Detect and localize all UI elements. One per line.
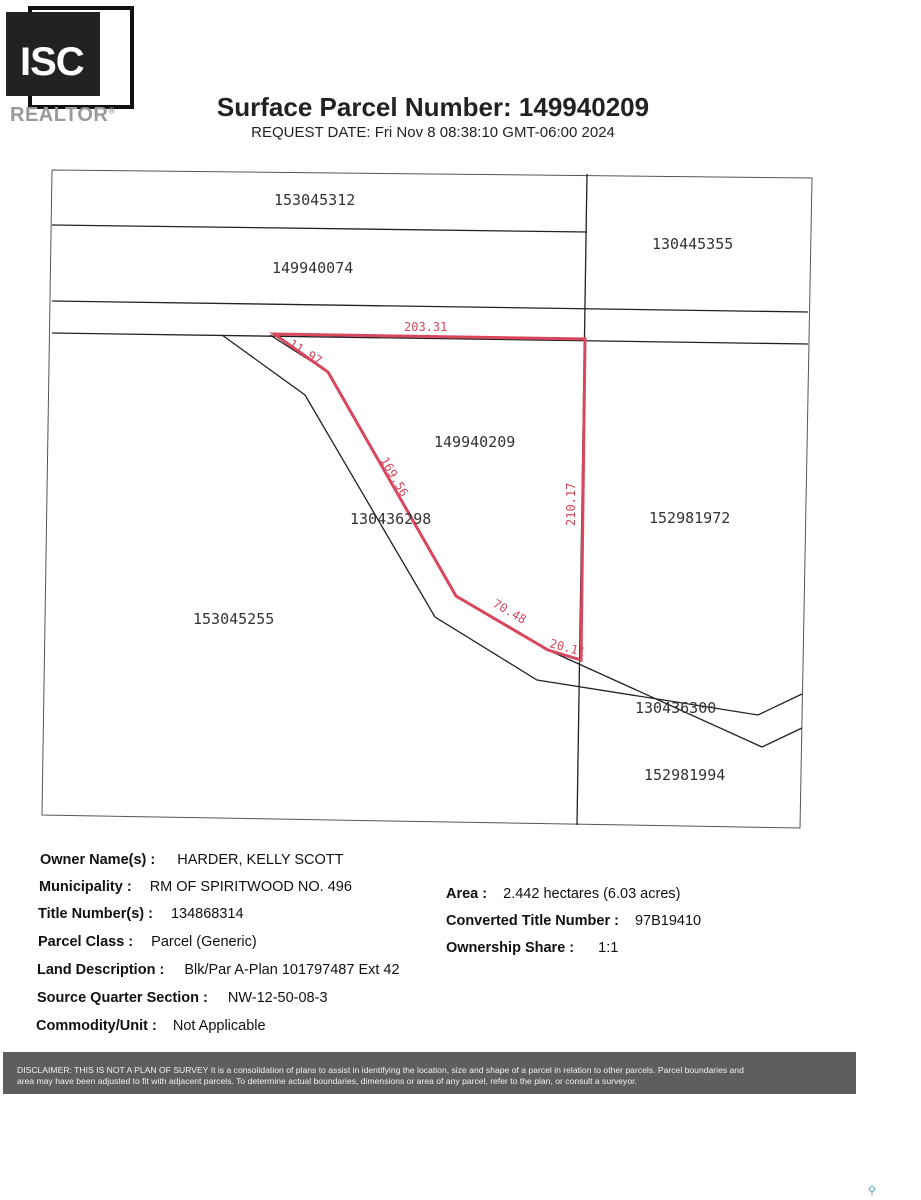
disclaimer-line: DISCLAIMER: THIS IS NOT A PLAN OF SURVEY It is a consolidation of plans to assist in identifying the location, size and shape of a parcel in relation to other parcels. Parcel boundaries and — [17, 1065, 744, 1075]
parcel-label: 130436300 — [635, 699, 717, 717]
municipality-value: RM OF SPIRITWOOD NO. 496 — [149, 879, 352, 895]
owner-label: Owner Name(s) : — [40, 852, 156, 868]
logo-isc-text: ISC — [20, 40, 84, 84]
parcel-class-label: Parcel Class : — [38, 934, 134, 950]
converted-title-label: Converted Title Number : — [446, 913, 619, 929]
parcel-label: 149940209 — [434, 433, 516, 451]
dimension-label: 169.56 — [377, 454, 412, 500]
owner-value: HARDER, KELLY SCOTT — [177, 852, 344, 868]
source-quarter-row — [37, 990, 328, 1006]
parcel-class-row — [38, 934, 257, 950]
parcel-label: 152981972 — [649, 509, 731, 527]
parcel-class-value: Parcel (Generic) — [151, 934, 257, 950]
title-number-row — [38, 906, 244, 922]
converted-title-value: 97B19410 — [634, 913, 702, 929]
ownership-share-label: Ownership Share : — [446, 940, 575, 956]
commodity-label: Commodity/Unit : — [36, 1018, 157, 1034]
ownership-share-value: 1:1 — [598, 940, 619, 956]
location-pin-icon: ⚲ — [868, 1185, 877, 1197]
title-number-label: Title Number(s) : — [38, 906, 153, 922]
dimension-label: 11.97 — [286, 336, 325, 368]
converted-title-row — [446, 913, 701, 929]
land-description-value: Blk/Par A-Plan 101797487 Ext 42 — [184, 962, 400, 978]
source-quarter-value: NW-12-50-08-3 — [227, 990, 328, 1006]
dimension-label: 70.48 — [490, 596, 529, 627]
request-date: REQUEST DATE: Fri Nov 8 08:38:10 GMT-06:00 2024 — [251, 124, 615, 141]
land-description-label: Land Description : — [37, 962, 165, 978]
parcel-label: 130445355 — [652, 235, 734, 253]
dimension-label: 20.11 — [548, 636, 587, 660]
municipality-label: Municipality : — [39, 879, 132, 895]
page-title: Surface Parcel Number: 149940209 — [216, 92, 650, 122]
title-number-value: 134868314 — [170, 906, 244, 922]
parcel-label: 130436298 — [350, 510, 432, 528]
subject-parcel-outline — [274, 334, 585, 660]
dimension-label: 210.17 — [564, 482, 578, 526]
map-frame — [42, 170, 812, 828]
realtor-mark: REALTOR® — [10, 104, 116, 126]
owner-row — [40, 852, 344, 868]
parcel-label: 149940074 — [272, 259, 354, 277]
parcel-label: 152981994 — [644, 766, 726, 784]
area-value: 2.442 hectares (6.03 acres) — [503, 886, 681, 902]
parcel-label: 153045312 — [274, 191, 356, 209]
area-label: Area : — [446, 886, 488, 902]
municipality-row — [39, 879, 352, 895]
parcel-lines — [52, 174, 808, 825]
ownership-share-row — [446, 940, 618, 956]
parcel-label: 153045255 — [193, 610, 275, 628]
dimension-label: 203.31 — [404, 320, 448, 334]
source-quarter-label: Source Quarter Section : — [37, 990, 208, 1006]
disclaimer-line: area may have been adjusted to fit with adjacent parcels. To determine actual boundaries, dimensions or area of any parcel, refer to the plan, or consult a surveyor. — [17, 1076, 637, 1086]
land-description-row — [37, 962, 400, 978]
commodity-value: Not Applicable — [172, 1018, 266, 1034]
area-row — [446, 886, 680, 902]
disclaimer-banner — [3, 1052, 856, 1094]
commodity-row — [36, 1018, 266, 1034]
